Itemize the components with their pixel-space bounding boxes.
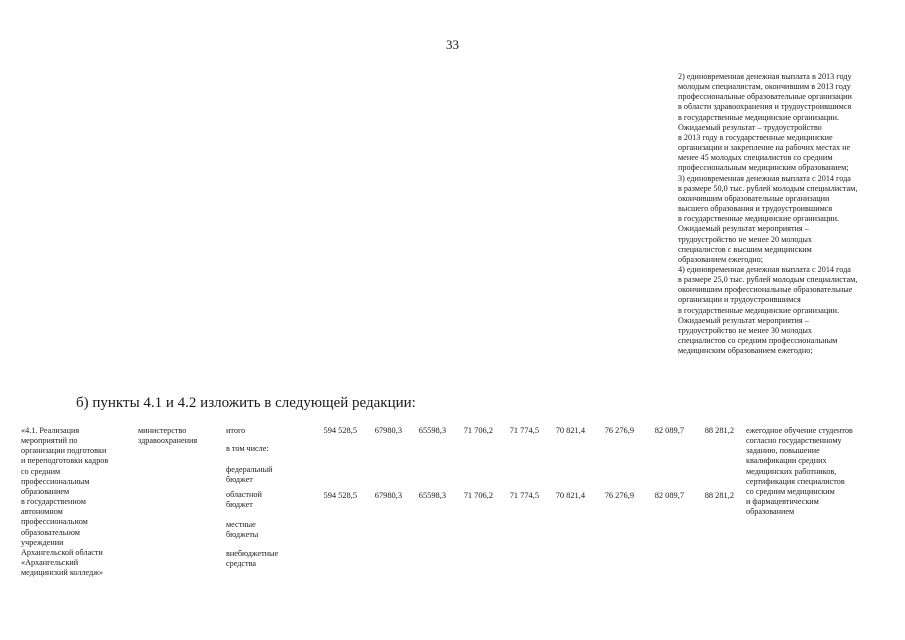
executor-cell [138, 426, 218, 446]
text-line: 4) единовременная денежная выплата с 2014 года [678, 264, 851, 274]
executor-line: здравоохранения [138, 436, 198, 446]
funding-source [226, 465, 273, 485]
funding-source-line: бюджет [226, 475, 253, 485]
continuation-text-block [678, 72, 893, 356]
amount-cell: 70 821,4 [555, 426, 585, 435]
funding-source [226, 490, 262, 510]
activity-line: автономном [21, 507, 63, 517]
text-line: Ожидаемый результат мероприятия – [678, 224, 809, 234]
text-line: 2) единовременная денежная выплата в 2013 году [678, 72, 852, 81]
section-heading: б) пункты 4.1 и 4.2 изложить в следующей редакции: [76, 395, 416, 411]
text-line: менее 45 молодых специалистов со средним [678, 153, 833, 163]
amount-cell: 65598,3 [418, 491, 446, 500]
activity-line: образованием [21, 486, 70, 496]
amount-cell: 71 706,2 [463, 491, 493, 500]
text-line: Ожидаемый результат – трудоустройство [678, 122, 822, 132]
page-number: 33 [446, 37, 459, 52]
funding-source [226, 426, 245, 436]
amount-cell: 82 089,7 [654, 491, 684, 500]
text-line: организации и закрепление на рабочих местах не [678, 143, 851, 153]
funding-source-line: средства [226, 559, 257, 569]
text-line: окончившим образовательные организации [678, 193, 830, 203]
result-line: медицинских работников, [746, 466, 837, 476]
result-line: ежегодное обучение студентов [746, 426, 853, 435]
funding-source [226, 520, 258, 540]
result-line: заданию, повышение [746, 446, 820, 456]
text-line: медицинским образованием ежегодно; [678, 346, 813, 356]
funding-source [226, 549, 278, 569]
funding-source-line: бюджеты [226, 530, 259, 540]
amount-cell: 76 276,9 [604, 491, 634, 500]
result-line: со средним медицинским [746, 486, 835, 496]
amount-cell: 88 281,2 [704, 426, 734, 435]
result-line: квалификации средних [746, 456, 827, 466]
funding-source-line: в том числе: [226, 444, 269, 453]
text-line: в государственные медицинские организации. [678, 214, 840, 224]
funding-source-line: местные [226, 520, 256, 529]
amount-cell: 70 821,4 [555, 491, 585, 500]
text-line: образованием ежегодно; [678, 254, 764, 264]
result-line: образованием [746, 507, 795, 517]
text-line: в государственные медицинские организации. [678, 112, 840, 122]
funding-source-line: бюджет [226, 500, 253, 510]
amount-cell: 71 706,2 [463, 426, 493, 435]
text-line: 3) единовременная денежная выплата с 2014 года [678, 173, 851, 183]
text-line: специалистов с высшим медицинским [678, 244, 812, 254]
text-line: в размере 50,0 тыс. рублей молодым специалистам, [678, 183, 858, 193]
funding-source [226, 444, 269, 454]
amount-cell: 67980,3 [374, 426, 402, 435]
text-line: профессиональные образовательные организации [678, 92, 852, 102]
text-line: трудоустройство не менее 30 молодых [678, 325, 813, 335]
amount-cell: 67980,3 [374, 491, 402, 500]
amount-cell: 594 528,5 [323, 426, 357, 435]
result-cell [746, 426, 896, 517]
amount-cell: 65598,3 [418, 426, 446, 435]
funding-source-line: областной [226, 490, 262, 499]
text-line: в области здравоохранения и трудоустроившимся [678, 102, 852, 112]
amount-cell: 71 774,5 [509, 426, 539, 435]
activity-line: и переподготовки кадров [21, 456, 109, 466]
text-line: в государственные медицинские организации. [678, 305, 840, 315]
text-line: высшего образования и трудоустроившимся [678, 204, 833, 214]
funding-source-line: итого [226, 426, 246, 435]
activity-line: мероприятий по [21, 436, 78, 446]
text-line: профессиональным медицинским образованием; [678, 163, 849, 173]
result-line: сертификация специалистов [746, 476, 845, 486]
activity-line: профессиональном [21, 517, 88, 527]
amount-cell: 82 089,7 [654, 426, 684, 435]
funding-source-line: федеральный [226, 465, 273, 474]
text-line: молодым специалистам, окончившим в 2013 году [678, 82, 851, 92]
text-line: в размере 25,0 тыс. рублей молодым специалистам, [678, 275, 858, 285]
amount-cell: 594 528,5 [323, 491, 357, 500]
activity-line: образовательном [21, 527, 80, 537]
activity-line: «Архангельский [21, 558, 79, 568]
text-line: организации и трудоустроившимся [678, 295, 801, 305]
activity-line: профессиональным [21, 476, 90, 486]
text-line: трудоустройство не менее 20 молодых [678, 234, 813, 244]
amount-cell: 76 276,9 [604, 426, 634, 435]
activity-cell [21, 426, 131, 578]
activity-line: учреждении [21, 537, 64, 547]
text-line: в 2013 году в государственные медицинские [678, 132, 833, 142]
result-line: и фармацевтическим [746, 497, 819, 507]
activity-line: «4.1. Реализация [21, 426, 80, 435]
amount-cell: 88 281,2 [704, 491, 734, 500]
text-line: Ожидаемый результат мероприятия – [678, 315, 809, 325]
activity-line: организации подготовки [21, 446, 107, 456]
funding-source-line: внебюджетные [226, 549, 279, 558]
text-line: окончившим профессиональные образовательные [678, 285, 853, 295]
text-line: специалистов со средним профессиональным [678, 336, 838, 346]
amount-cell: 71 774,5 [509, 491, 539, 500]
activity-line: в государственном [21, 497, 86, 507]
activity-line: медицинский колледж» [21, 568, 103, 578]
activity-line: Архангельской области [21, 547, 103, 557]
activity-line: со средним [21, 466, 61, 476]
executor-line: министерство [138, 426, 187, 435]
result-line: согласно государственному [746, 436, 842, 446]
